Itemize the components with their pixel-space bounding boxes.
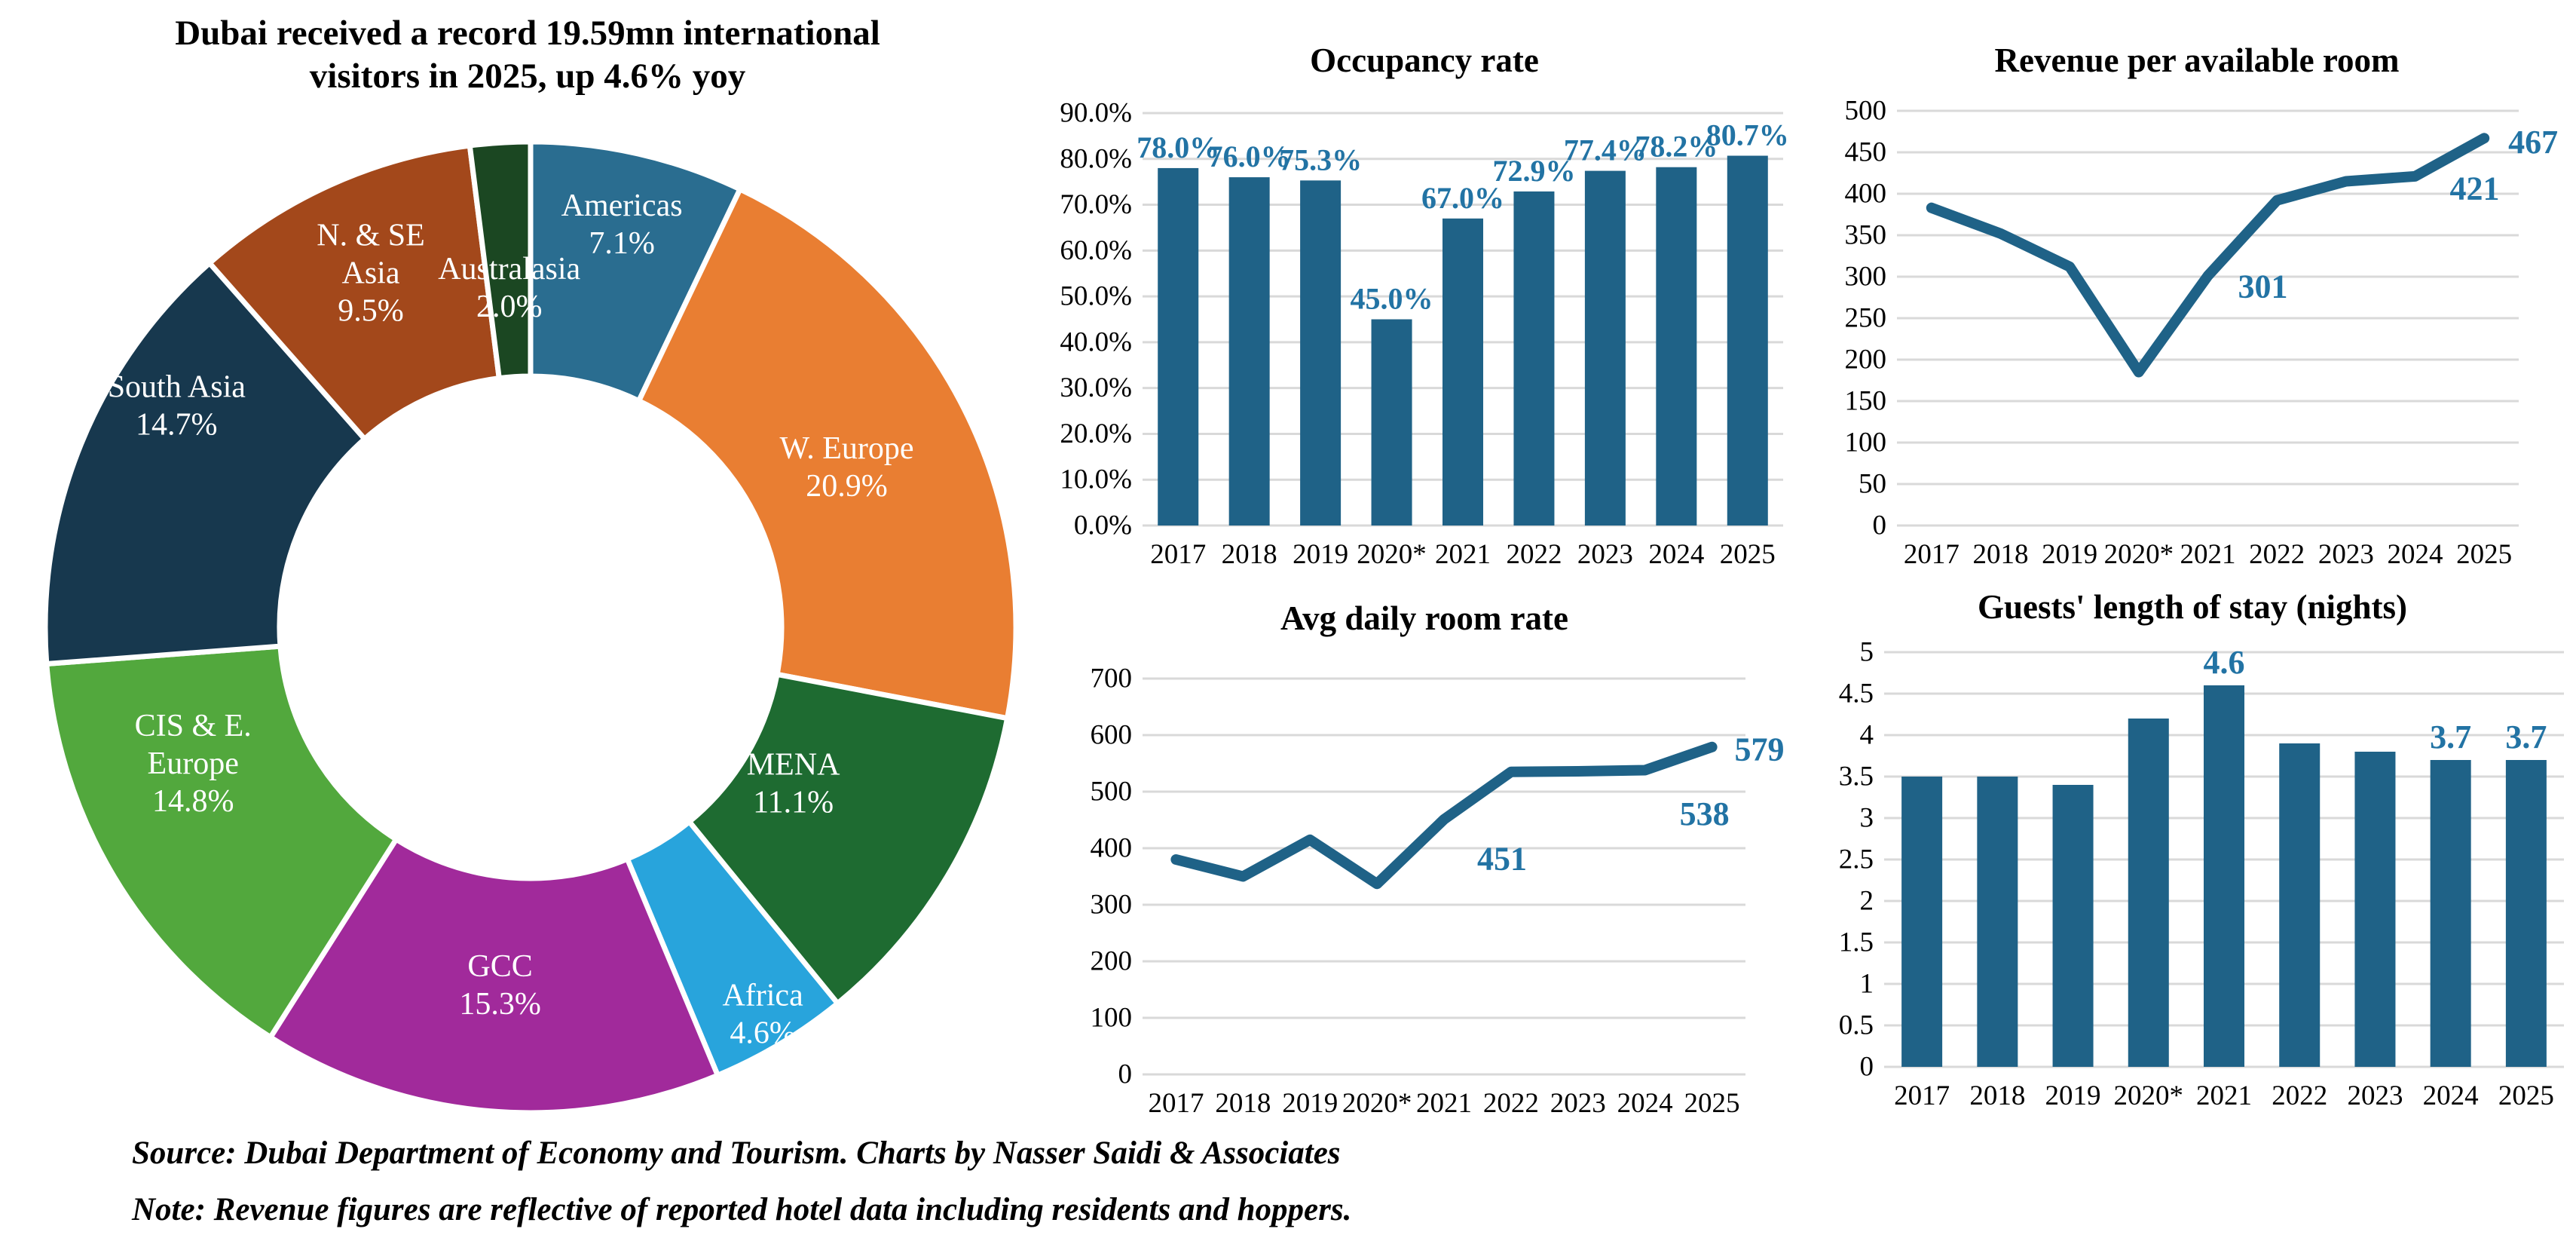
svg-text:2021: 2021 bbox=[2196, 1080, 2252, 1111]
svg-text:South Asia: South Asia bbox=[107, 369, 246, 405]
svg-text:400: 400 bbox=[1090, 832, 1132, 864]
svg-text:10.0%: 10.0% bbox=[1060, 464, 1132, 495]
svg-text:579: 579 bbox=[1734, 731, 1785, 768]
svg-text:2018: 2018 bbox=[1215, 1088, 1271, 1119]
svg-text:2020*: 2020* bbox=[1357, 539, 1427, 570]
svg-text:60.0%: 60.0% bbox=[1060, 234, 1132, 266]
svg-text:2021: 2021 bbox=[1435, 539, 1491, 570]
svg-text:20.0%: 20.0% bbox=[1060, 418, 1132, 449]
svg-text:301: 301 bbox=[2238, 268, 2288, 305]
svg-text:500: 500 bbox=[1090, 776, 1132, 807]
svg-text:2019: 2019 bbox=[2045, 1080, 2101, 1111]
note-line: Note: Revenue figures are reflective of reported hotel data including residents and hoppers. bbox=[132, 1192, 1352, 1228]
svg-text:2017: 2017 bbox=[1894, 1080, 1950, 1111]
svg-text:4.5: 4.5 bbox=[1838, 678, 1874, 709]
svg-text:76.0%: 76.0% bbox=[1207, 139, 1291, 174]
svg-text:2024: 2024 bbox=[1617, 1088, 1673, 1119]
svg-text:40.0%: 40.0% bbox=[1060, 326, 1132, 358]
svg-text:2022: 2022 bbox=[1506, 539, 1562, 570]
svg-text:7.1%: 7.1% bbox=[589, 226, 655, 262]
svg-text:2017: 2017 bbox=[1903, 539, 1960, 570]
svg-text:N. & SE: N. & SE bbox=[317, 218, 425, 253]
svg-text:250: 250 bbox=[1844, 302, 1886, 334]
svg-text:2024: 2024 bbox=[2422, 1080, 2479, 1111]
svg-text:2020*: 2020* bbox=[2113, 1080, 2184, 1111]
svg-text:W. Europe: W. Europe bbox=[779, 431, 914, 466]
svg-text:2022: 2022 bbox=[2249, 539, 2305, 570]
svg-text:2.5: 2.5 bbox=[1838, 844, 1874, 875]
svg-text:30.0%: 30.0% bbox=[1060, 372, 1132, 404]
svg-text:100: 100 bbox=[1090, 1002, 1132, 1034]
los-chart-title: Guests' length of stay (nights) bbox=[1977, 588, 2408, 626]
svg-text:2017: 2017 bbox=[1150, 539, 1207, 570]
revpar-chart-title: Revenue per available room bbox=[1994, 41, 2400, 79]
svg-text:2024: 2024 bbox=[2387, 539, 2443, 570]
svg-text:72.9%: 72.9% bbox=[1492, 153, 1576, 188]
svg-text:75.3%: 75.3% bbox=[1279, 142, 1363, 177]
svg-text:50: 50 bbox=[1859, 468, 1886, 500]
svg-text:Australasia: Australasia bbox=[438, 252, 581, 287]
svg-text:2022: 2022 bbox=[1482, 1088, 1539, 1119]
revenue-per-available-room-chart bbox=[1818, 30, 2576, 592]
svg-text:11.1%: 11.1% bbox=[753, 785, 834, 820]
svg-text:78.2%: 78.2% bbox=[1635, 129, 1718, 164]
occupancy-rate-chart bbox=[1029, 30, 1819, 592]
donut-title-line1: Dubai received a record 19.59mn international bbox=[175, 14, 880, 53]
svg-text:2023: 2023 bbox=[2317, 539, 2374, 570]
avg-daily-room-rate-plot bbox=[1029, 648, 1819, 1150]
svg-text:2018: 2018 bbox=[1969, 1080, 2026, 1111]
svg-text:67.0%: 67.0% bbox=[1421, 180, 1504, 215]
svg-text:0.5: 0.5 bbox=[1838, 1010, 1874, 1041]
svg-text:14.7%: 14.7% bbox=[136, 407, 218, 443]
svg-text:45.0%: 45.0% bbox=[1350, 281, 1433, 316]
svg-text:90.0%: 90.0% bbox=[1060, 97, 1132, 129]
revenue-per-available-room-plot bbox=[1818, 90, 2576, 592]
svg-text:2025: 2025 bbox=[1719, 539, 1776, 570]
svg-text:14.8%: 14.8% bbox=[151, 783, 234, 819]
svg-text:20.9%: 20.9% bbox=[806, 468, 888, 504]
occupancy-chart-title: Occupancy rate bbox=[1310, 41, 1539, 79]
svg-text:600: 600 bbox=[1090, 719, 1132, 751]
svg-text:2018: 2018 bbox=[1972, 539, 2029, 570]
svg-text:5: 5 bbox=[1859, 636, 1874, 668]
svg-text:Asia: Asia bbox=[341, 256, 400, 291]
svg-text:80.7%: 80.7% bbox=[1706, 118, 1789, 152]
svg-text:2019: 2019 bbox=[1293, 539, 1349, 570]
donut-title-line2: visitors in 2025, up 4.6% yoy bbox=[309, 57, 746, 97]
svg-text:100: 100 bbox=[1844, 427, 1886, 458]
svg-text:467: 467 bbox=[2508, 123, 2559, 161]
svg-text:15.3%: 15.3% bbox=[459, 986, 541, 1022]
svg-text:2020*: 2020* bbox=[1342, 1088, 1412, 1119]
avg-daily-room-rate-chart bbox=[1029, 588, 1819, 1150]
svg-text:2021: 2021 bbox=[1416, 1088, 1472, 1119]
donut-chart-title bbox=[113, 12, 942, 99]
svg-text:300: 300 bbox=[1090, 889, 1132, 921]
svg-text:350: 350 bbox=[1844, 219, 1886, 251]
svg-text:150: 150 bbox=[1844, 385, 1886, 417]
svg-text:9.5%: 9.5% bbox=[338, 293, 404, 329]
svg-text:CIS & E.: CIS & E. bbox=[134, 708, 252, 743]
svg-text:2025: 2025 bbox=[1684, 1088, 1740, 1119]
svg-text:70.0%: 70.0% bbox=[1060, 189, 1132, 221]
svg-text:78.0%: 78.0% bbox=[1137, 130, 1220, 164]
svg-text:200: 200 bbox=[1844, 344, 1886, 375]
footer-notes bbox=[132, 1125, 1715, 1238]
svg-text:Africa: Africa bbox=[722, 978, 803, 1013]
svg-text:451: 451 bbox=[1477, 840, 1527, 878]
svg-text:4: 4 bbox=[1859, 719, 1874, 751]
svg-text:2025: 2025 bbox=[2498, 1080, 2554, 1111]
svg-text:4.6%: 4.6% bbox=[730, 1016, 796, 1051]
svg-text:4.6: 4.6 bbox=[2203, 644, 2245, 681]
svg-text:3: 3 bbox=[1859, 802, 1874, 834]
svg-text:1.5: 1.5 bbox=[1838, 927, 1874, 958]
guests-length-of-stay-plot bbox=[1809, 633, 2576, 1142]
svg-text:2019: 2019 bbox=[2042, 539, 2098, 570]
svg-text:0.0%: 0.0% bbox=[1073, 510, 1132, 541]
svg-text:2023: 2023 bbox=[1577, 539, 1633, 570]
svg-text:3.7: 3.7 bbox=[2430, 719, 2472, 755]
svg-text:0: 0 bbox=[1872, 510, 1886, 541]
svg-text:Europe: Europe bbox=[147, 746, 239, 781]
svg-text:2023: 2023 bbox=[2347, 1080, 2403, 1111]
source-line: Source: Dubai Department of Economy and Tourism. Charts by Nasser Saidi & Associates bbox=[132, 1135, 1341, 1171]
svg-text:450: 450 bbox=[1844, 136, 1886, 168]
svg-text:700: 700 bbox=[1090, 663, 1132, 694]
svg-text:2017: 2017 bbox=[1148, 1088, 1204, 1119]
visitors-by-region-donut-chart bbox=[42, 139, 1019, 1116]
svg-text:2025: 2025 bbox=[2456, 539, 2513, 570]
svg-text:Americas: Americas bbox=[561, 188, 683, 224]
svg-text:2018: 2018 bbox=[1221, 539, 1277, 570]
svg-text:2019: 2019 bbox=[1282, 1088, 1338, 1119]
svg-text:0: 0 bbox=[1859, 1051, 1874, 1083]
occupancy-rate-plot bbox=[1029, 90, 1819, 592]
svg-text:0: 0 bbox=[1118, 1059, 1132, 1090]
adr-chart-title: Avg daily room rate bbox=[1280, 599, 1569, 637]
svg-text:80.0%: 80.0% bbox=[1060, 143, 1132, 175]
svg-text:300: 300 bbox=[1844, 261, 1886, 293]
svg-text:2024: 2024 bbox=[1648, 539, 1705, 570]
svg-text:GCC: GCC bbox=[467, 948, 533, 984]
svg-text:77.4%: 77.4% bbox=[1563, 133, 1647, 167]
svg-text:2.0%: 2.0% bbox=[476, 290, 543, 325]
svg-text:3.5: 3.5 bbox=[1838, 761, 1874, 792]
svg-text:MENA: MENA bbox=[746, 747, 840, 783]
svg-text:1: 1 bbox=[1859, 968, 1874, 1000]
svg-text:2023: 2023 bbox=[1550, 1088, 1606, 1119]
svg-text:500: 500 bbox=[1844, 95, 1886, 127]
svg-text:2021: 2021 bbox=[2180, 539, 2236, 570]
svg-text:421: 421 bbox=[2449, 170, 2500, 207]
svg-text:50.0%: 50.0% bbox=[1060, 280, 1132, 312]
svg-text:2020*: 2020* bbox=[2103, 539, 2174, 570]
svg-text:538: 538 bbox=[1679, 795, 1730, 832]
svg-text:2: 2 bbox=[1859, 885, 1874, 917]
svg-text:2022: 2022 bbox=[2272, 1080, 2328, 1111]
svg-text:3.7: 3.7 bbox=[2505, 719, 2547, 755]
guests-length-of-stay-chart bbox=[1809, 581, 2576, 1154]
svg-text:200: 200 bbox=[1090, 945, 1132, 977]
svg-text:400: 400 bbox=[1844, 178, 1886, 210]
